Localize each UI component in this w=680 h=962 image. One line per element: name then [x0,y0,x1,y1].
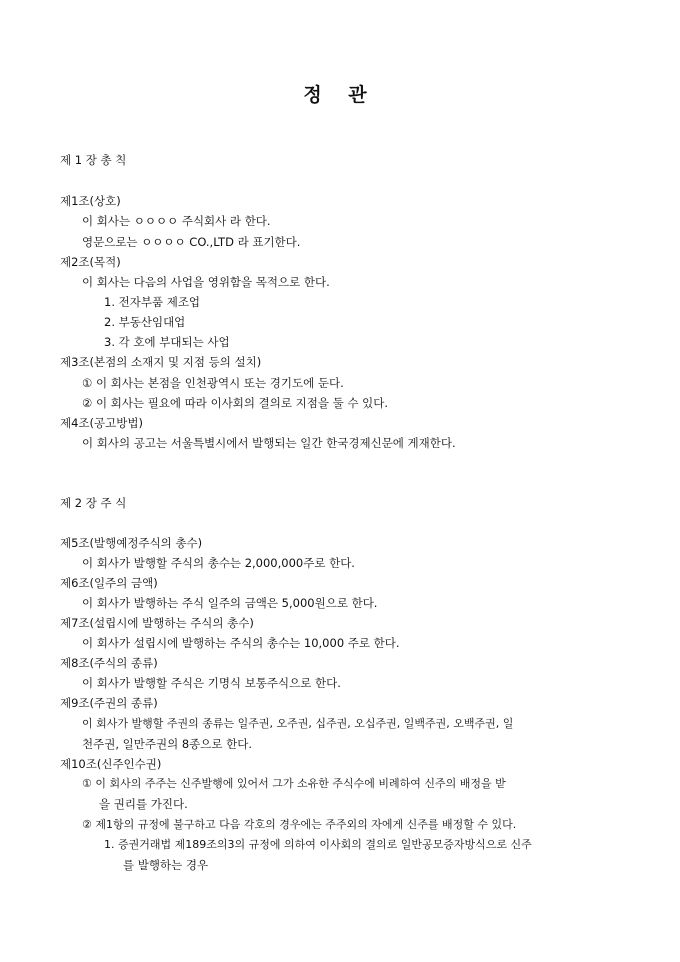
article-4-heading: 제4조(공고방법) [60,416,143,430]
article-10-item-1-cont: 를 발행하는 경우 [123,858,209,872]
article-1-heading: 제1조(상호) [60,194,121,208]
article-2-item-2: 2. 부동산임대업 [104,315,186,329]
article-3-paragraph-2: ② 이 회사는 필요에 따라 이사회의 결의로 지점을 둘 수 있다. [82,396,389,410]
article-6-heading: 제6조(일주의 금액) [60,576,158,590]
article-4-line-1: 이 회사의 공고는 서울특별시에서 발행되는 일간 한국경제신문에 게재한다. [82,436,456,450]
article-2-item-3: 3. 각 호에 부대되는 사업 [104,335,230,349]
article-10-paragraph-2: ② 제1항의 규정에 불구하고 다음 각호의 경우에는 주주외의 자에게 신주를 배정할 수 있다. [82,818,517,831]
article-3-heading: 제3조(본점의 소재지 및 지점 등의 설치) [60,355,262,369]
article-9-heading: 제9조(주권의 종류) [60,696,158,710]
article-5-line-1: 이 회사가 발행할 주식의 총수는 2,000,000주로 한다. [82,556,355,570]
article-9-line-1: 이 회사가 발행할 주권의 종류는 일주권, 오주권, 십주권, 오십주권, 일백주권, 오백주권, 일 [82,717,514,730]
article-2-line-1: 이 회사는 다음의 사업을 영위함을 목적으로 한다. [82,275,330,289]
article-5-heading: 제5조(발행예정주식의 총수) [60,536,203,550]
article-10-item-1: 1. 증권거래법 제189조의3의 규정에 의하여 이사회의 결의로 일반공모증자방식으로 신주 [104,838,532,851]
article-10-paragraph-1-cont: 을 권리를 가진다. [99,797,188,811]
article-7-line-1: 이 회사가 설립시에 발행하는 주식의 총수는 10,000 주로 한다. [82,636,400,650]
article-2-item-1: 1. 전자부품 제조업 [104,295,201,309]
article-2-heading: 제2조(목적) [60,255,121,269]
article-1-line-2: 영문으로는 ㅇㅇㅇㅇ CO.,LTD 라 표기한다. [82,235,301,249]
article-7-heading: 제7조(설립시에 발행하는 주식의 총수) [60,616,254,630]
chapter-2-heading: 제 2 장 주 식 [60,496,127,510]
article-8-heading: 제8조(주식의 종류) [60,656,158,670]
article-8-line-1: 이 회사가 발행할 주식은 기명식 보통주식으로 한다. [82,676,341,690]
chapter-1-heading: 제 1 장 총 칙 [60,153,127,167]
article-6-line-1: 이 회사가 발행하는 주식 일주의 금액은 5,000원으로 한다. [82,596,378,610]
article-9-line-2: 천주권, 일만주권의 8종으로 한다. [82,737,253,751]
article-10-heading: 제10조(신주인수권) [60,757,162,771]
document-title: 정 관 [303,84,377,106]
article-3-paragraph-1: ① 이 회사는 본점을 인천광역시 또는 경기도에 둔다. [82,376,344,390]
article-10-paragraph-1: ① 이 회사의 주주는 신주발행에 있어서 그가 소유한 주식수에 비례하여 신주의 배정을 받 [82,777,506,790]
article-1-line-1: 이 회사는 ㅇㅇㅇㅇ 주식회사 라 한다. [82,214,271,228]
